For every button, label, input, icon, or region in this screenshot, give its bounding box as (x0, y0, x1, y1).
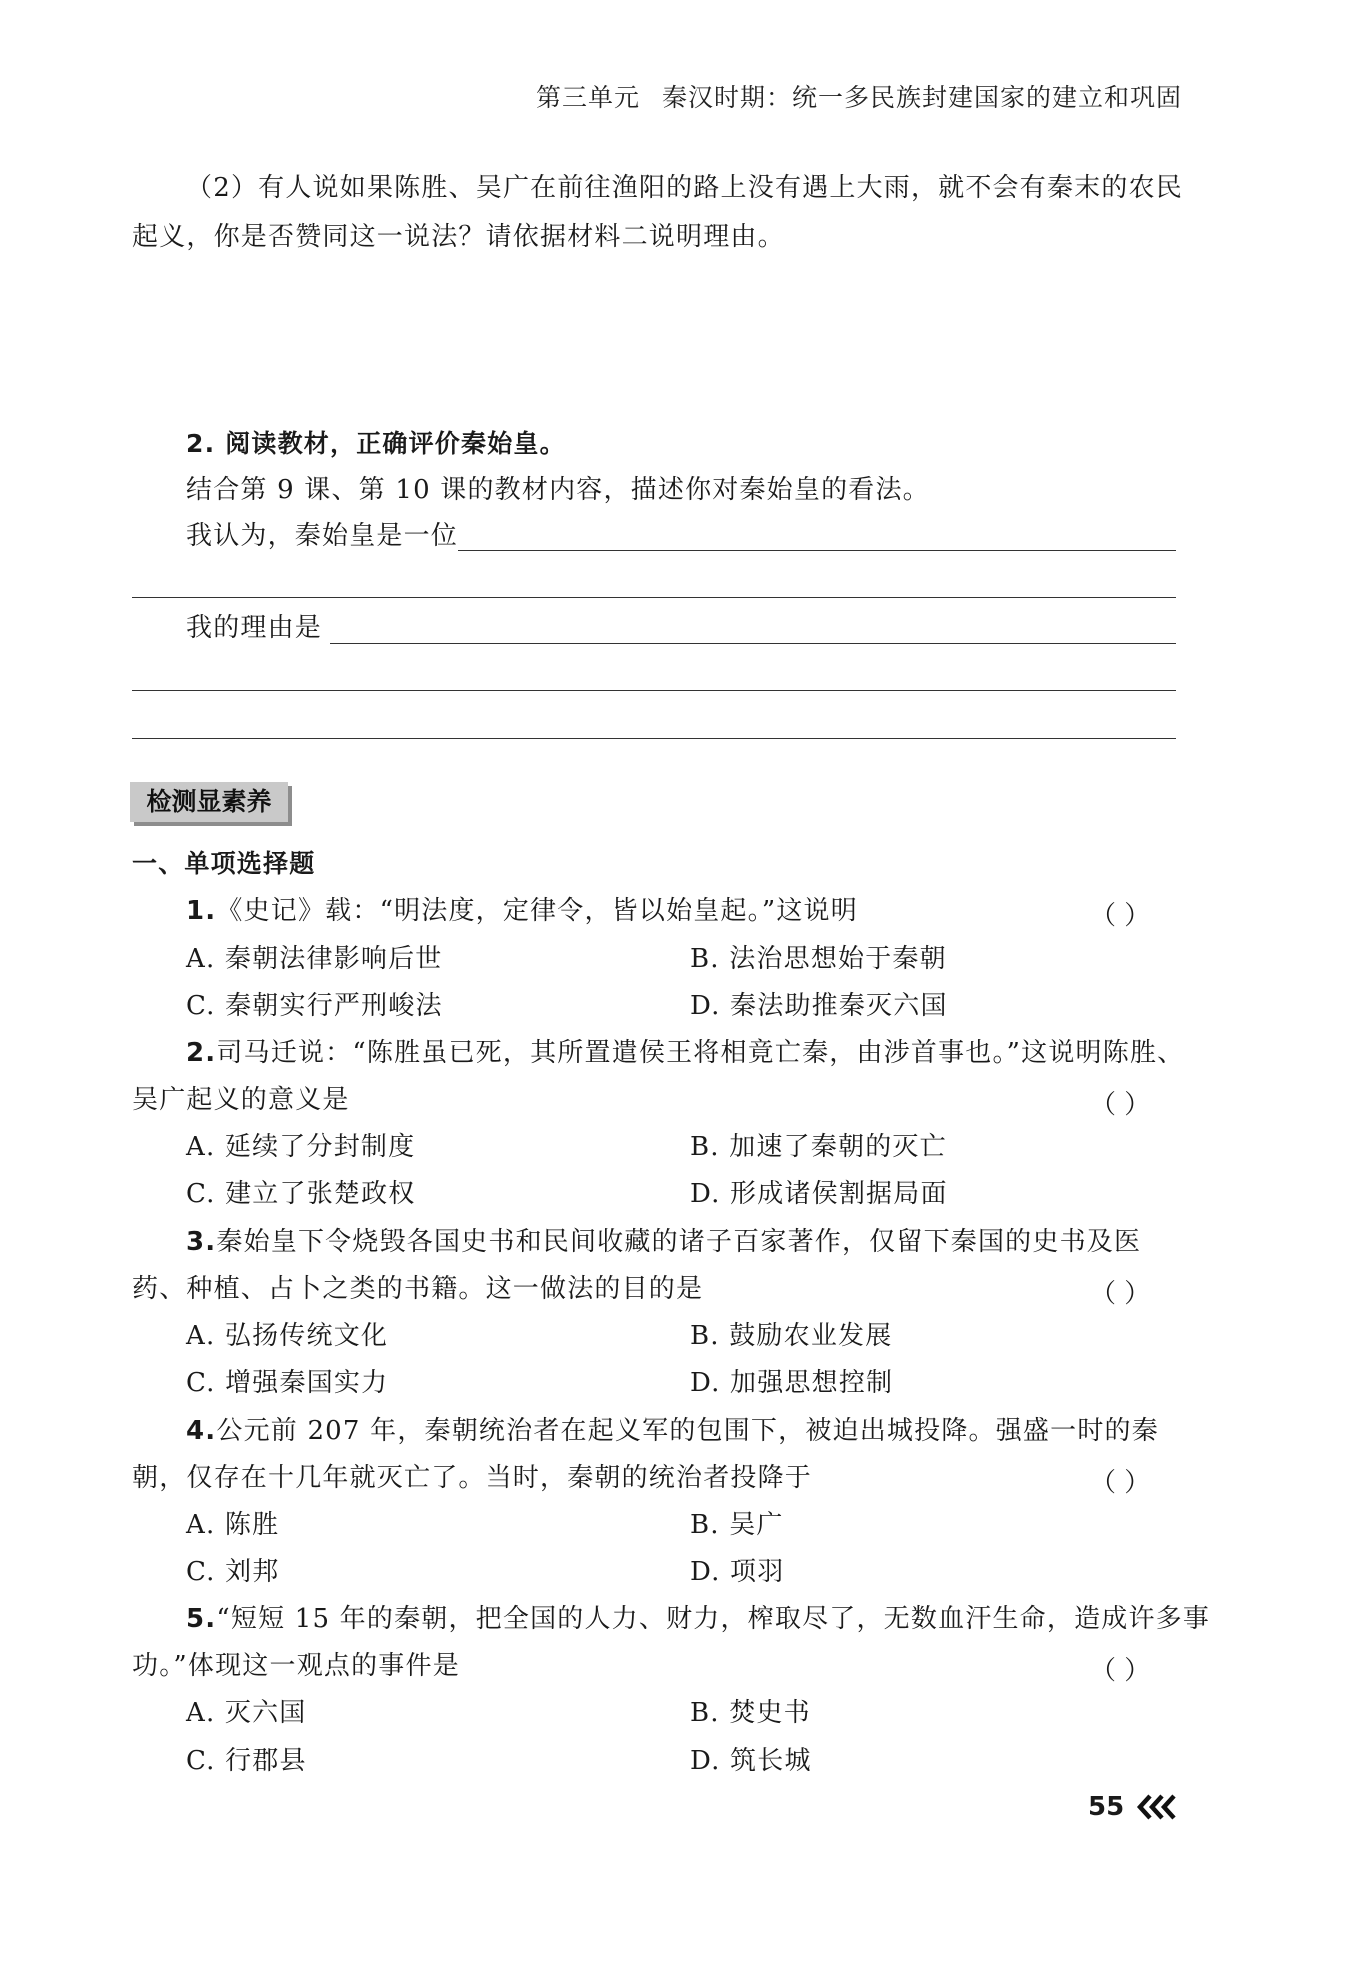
header-unit: 第三单元 (535, 83, 640, 112)
answer-line-2[interactable] (132, 597, 1176, 598)
q5-option-a[interactable]: A. 灭六国 (186, 1698, 307, 1728)
answer-paren-2[interactable]: （ ） (1090, 1090, 1151, 1120)
answer-line-5[interactable] (132, 738, 1176, 739)
q4-option-d[interactable]: D. 项羽 (690, 1557, 785, 1587)
q2-option-d[interactable]: D. 形成诸侯割据局面 (690, 1179, 948, 1209)
question-1-stem: 1.《史记》载：“明法度，定律令，皆以始皇起。”这说明 (186, 896, 858, 926)
q2-option-a[interactable]: A. 延续了分封制度 (186, 1132, 416, 1162)
question-5-stem-line2: 功。”体现这一观点的事件是 (132, 1651, 460, 1681)
header-title: 秦汉时期：统一多民族封建国家的建立和巩固 (661, 83, 1182, 112)
fill-label-reason: 我的理由是 (186, 613, 323, 643)
q3-option-a[interactable]: A. 弘扬传统文化 (186, 1321, 389, 1351)
answer-line-3[interactable] (330, 643, 1176, 644)
task2-prompt: 结合第 9 课、第 10 课的教材内容，描述你对秦始皇的看法。 (186, 475, 930, 505)
q2-option-b[interactable]: B. 加速了秦朝的灭亡 (690, 1132, 947, 1162)
q3-option-b[interactable]: B. 鼓励农业发展 (690, 1321, 893, 1351)
question-5-stem-line1: 5.“短短 15 年的秦朝，把全国的人力、财力，榨取尽了，无数血汗生命，造成许多事 (186, 1604, 1211, 1634)
q4-option-a[interactable]: A. 陈胜 (186, 1510, 280, 1540)
answer-paren-3[interactable]: （ ） (1090, 1279, 1151, 1309)
question-2-stem-line2: 吴广起义的意义是 (132, 1085, 350, 1115)
q1-option-c[interactable]: C. 秦朝实行严刑峻法 (186, 991, 443, 1021)
question-2-stem-line1: 2.司马迁说：“陈胜虽已死，其所置遣侯王将相竟亡秦，由涉首事也。”这说明陈胜、 (186, 1038, 1185, 1068)
page-number: 55 (1088, 1792, 1125, 1822)
q5-option-c[interactable]: C. 行郡县 (186, 1746, 307, 1776)
triple-chevron-icon (1136, 1793, 1180, 1825)
q1-option-a[interactable]: A. 秦朝法律影响后世 (186, 944, 443, 974)
task2-title: 2. 阅读教材，正确评价秦始皇。 (186, 429, 566, 458)
q2-option-c[interactable]: C. 建立了张楚政权 (186, 1179, 416, 1209)
section-tag: 检测显素养 (130, 782, 288, 822)
q3-option-d[interactable]: D. 加强思想控制 (690, 1368, 894, 1398)
question-3-stem-line2: 药、种植、占卜之类的书籍。这一做法的目的是 (132, 1274, 704, 1304)
answer-line-1[interactable] (458, 550, 1176, 551)
answer-paren-4[interactable]: （ ） (1090, 1468, 1151, 1498)
q1-option-b[interactable]: B. 法治思想始于秦朝 (690, 944, 947, 974)
running-header (536, 78, 1182, 114)
fill-label-opinion: 我认为，秦始皇是一位 (186, 521, 459, 551)
q1-option-d[interactable]: D. 秦法助推秦灭六国 (690, 991, 948, 1021)
q4-option-c[interactable]: C. 刘邦 (186, 1557, 280, 1587)
question-3-stem-line1: 3.秦始皇下令烧毁各国史书和民间收藏的诸子百家著作，仅留下秦国的史书及医 (186, 1227, 1142, 1257)
q5-option-b[interactable]: B. 焚史书 (690, 1698, 811, 1728)
q4-option-b[interactable]: B. 吴广 (690, 1510, 784, 1540)
section-heading: 一、单项选择题 (132, 849, 316, 878)
answer-line-4[interactable] (132, 690, 1176, 691)
answer-paren-1[interactable]: （ ） (1090, 901, 1151, 931)
question-part2-line2: 起义，你是否赞同这一说法？请依据材料二说明理由。 (132, 222, 785, 252)
question-4-stem-line2: 朝，仅存在十几年就灭亡了。当时，秦朝的统治者投降于 (132, 1463, 813, 1493)
question-part2-line1: （2）有人说如果陈胜、吴广在前往渔阳的路上没有遇上大雨，就不会有秦末的农民 (186, 173, 1183, 203)
answer-paren-5[interactable]: （ ） (1090, 1656, 1151, 1686)
q5-option-d[interactable]: D. 筑长城 (690, 1746, 812, 1776)
q3-option-c[interactable]: C. 增强秦国实力 (186, 1368, 389, 1398)
question-4-stem-line1: 4.公元前 207 年，秦朝统治者在起义军的包围下，被迫出城投降。强盛一时的秦 (186, 1416, 1159, 1446)
